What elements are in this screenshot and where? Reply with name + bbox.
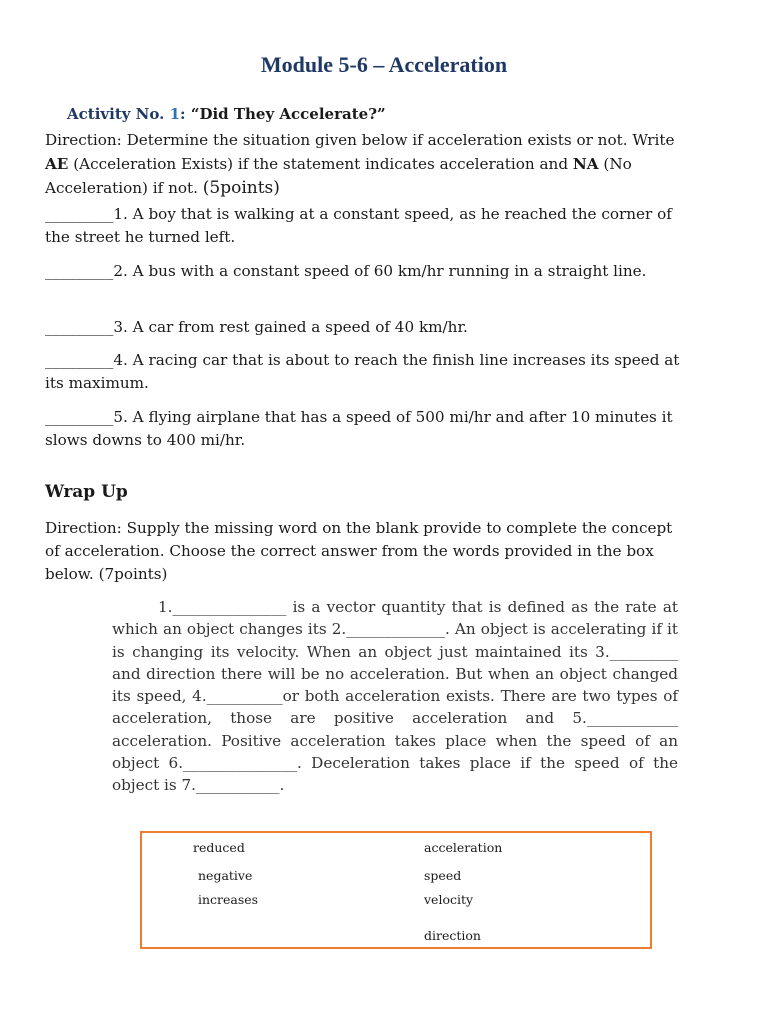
activity-direction [45,128,685,200]
question-item-5: _________5. A flying airplane that has a speed of 500 mi/hr and after 10 minutes it slows downs to 400 mi/hr. [45,408,673,449]
module-title: Module 5-6 – Acceleration [260,52,508,77]
ae-label: AE [45,155,69,173]
wrap-up-direction: Direction: Supply the missing word on the blank provide to complete the concept of acceleration. Choose the correct answer from the words provided in the box below. (7points) [45,519,673,583]
activity-number: 1 [169,105,181,123]
question-item-3: _________3. A car from rest gained a speed of 40 km/hr. [45,318,468,336]
question-item-2: _________2. A bus with a constant speed of 60 km/hr running in a straight line. [45,262,647,280]
direction-text-1: Direction: Determine the situation given below if acceleration exists or not. Write [45,131,675,149]
points-label: (5points) [202,178,280,198]
na-label: NA [572,155,599,173]
activity-title: “Did They Accelerate?” [190,105,386,123]
word-choice: speed [424,868,462,883]
word-choice: velocity [424,892,474,907]
word-choice: increases [198,892,259,907]
activity-heading [67,105,386,123]
activity-label: Activity No. [67,105,165,123]
word-box [140,831,652,949]
passage-text: 1._______________ is a vector quantity that is defined as the rate at which an object changes its 2._____________. An object is accelerating if it is changing its velocity. When an object just maintained its 3._________ and direction there will be no acceleration. But when an object changed its speed, 4.__________or both acceleration exists. There are two types of acceleration, those are positive acceleration and 5.____________ acceleration. Positive acceleration takes place when the speed of an object 6._______________. Deceleration takes place if the speed of the object is 7.___________. [112,598,678,795]
question-item-4: _________4. A racing car that is about to reach the finish line increases its speed at its maximum. [45,351,680,392]
word-choice: negative [198,868,253,883]
wrap-up-passage [112,596,678,797]
activity-colon: : [180,105,186,123]
word-choice: acceleration [424,840,503,855]
word-choice: reduced [193,840,245,855]
question-item-1: _________1. A boy that is walking at a constant speed, as he reached the corner of the street he turned left. [45,205,672,246]
direction-text-3: (No Acceleration) if not. [45,155,632,197]
direction-text-2: (Acceleration Exists) if the statement indicates acceleration and [68,155,573,173]
wrap-up-heading: Wrap Up [45,482,128,502]
word-choice: direction [424,928,481,943]
